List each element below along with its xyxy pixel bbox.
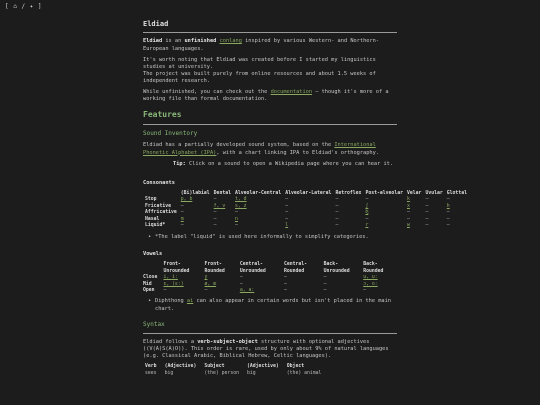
table-cell: — [425, 223, 429, 229]
sound-link[interactable]: s, z [235, 203, 247, 209]
column-header: Uvular [425, 191, 443, 197]
table-cell: — [283, 287, 287, 293]
sound-link[interactable]: ø, œ [204, 281, 217, 287]
intro-paragraph-4 [143, 89, 397, 103]
row-header: Liquid* [145, 223, 166, 229]
table-cell: — [213, 216, 217, 222]
syntax-heading: Syntax [143, 320, 165, 328]
sound-inventory-heading: Sound Inventory [143, 130, 198, 138]
table-cell: — [363, 287, 367, 293]
syntax-paragraph [143, 339, 397, 360]
table-cell: — [335, 210, 339, 216]
sound-link[interactable]: i, iː [163, 275, 178, 281]
table-cell: — [285, 197, 289, 203]
table-cell: — [180, 223, 184, 229]
consonants-table [143, 191, 469, 230]
table-cell: — [365, 197, 369, 203]
table-cell: — [239, 275, 243, 281]
intro-p4-pre: While unfinished, you can check out the [143, 89, 271, 96]
syntax-text: Eldiad follows a [143, 338, 198, 345]
row-header: Close [143, 275, 158, 281]
intro-p4-post: — though it's more of a working file than formal documentation. [143, 89, 389, 103]
vowels-table [143, 262, 397, 294]
table-cell: — [163, 287, 167, 293]
sound-link[interactable]: k [406, 197, 410, 203]
sound-link[interactable]: w [406, 223, 410, 229]
main-content [143, 20, 467, 377]
tip-label: Tip: [173, 160, 186, 167]
intro-paragraph-1 [143, 38, 397, 52]
table-cell: — [213, 223, 217, 229]
syntax-text-post: structure with optional adjectives ((V(A)S(A)O)). This order is rare, used by only about 9% of natural languages (e.g. Classical Arabic, Biblical Hebrew, Celtic languages). [143, 338, 389, 360]
column-header: Retroflex [335, 191, 362, 197]
table-cell: — [285, 210, 289, 216]
row-header: Nasal [145, 216, 160, 222]
column-header: Verb [145, 364, 157, 370]
ipa-link[interactable]: International Phonetic Alphabet (IPA) [143, 142, 376, 156]
sound-link[interactable]: l [285, 223, 289, 229]
column-header: Central-Unrounded [239, 262, 266, 274]
table-cell: — [425, 216, 429, 222]
table-cell: — [365, 216, 369, 222]
sound-link[interactable]: a, aː [239, 287, 255, 293]
sound-link[interactable]: ʃ [365, 203, 369, 209]
table-cell: — [446, 223, 450, 229]
column-header: Dental [213, 191, 231, 197]
sound-link[interactable]: u, uː [363, 275, 378, 281]
column-header: Central-Rounded [283, 262, 308, 274]
table-cell: — [446, 216, 450, 222]
sound-link[interactable]: p, b [180, 197, 193, 203]
table-row [143, 223, 469, 229]
table-cell: — [335, 216, 339, 222]
table-cell: — [425, 203, 429, 209]
intro-rest: inspired by various Western- and Northern-European languages. [143, 38, 380, 52]
table-cell: — [180, 203, 184, 209]
vowels-notes [143, 298, 397, 312]
sound-text: Eldiad has a partially developed sound system, based on the [143, 142, 335, 149]
table-cell: — [235, 223, 238, 229]
row-header: Mid [143, 281, 152, 287]
vowels-label: Vowels [143, 250, 163, 257]
sound-link[interactable]: r [365, 223, 369, 229]
table-cell: — [213, 197, 217, 203]
sound-text-post: , with a chart linking IPA to Eldiad's orthography. [216, 149, 379, 156]
table-cell: — [204, 287, 208, 293]
table-cell: — [335, 223, 339, 229]
top-nav[interactable] [5, 3, 42, 11]
table-cell: — [335, 197, 339, 203]
table-cell: big [164, 370, 174, 376]
sound-link[interactable]: n [235, 216, 238, 222]
table-cell: — [323, 281, 327, 287]
column-header: Post-alveolar [365, 191, 403, 197]
conlang-link[interactable]: conlang [219, 38, 242, 45]
column-header: (Bi)labial [180, 191, 210, 197]
table-cell: — [446, 197, 450, 203]
column-header: Velar [406, 191, 422, 197]
sound-link[interactable]: y [204, 275, 208, 281]
list-item: • *The label "liquid" is used here informally to simplify categories. [143, 234, 397, 241]
intro-bold: unfinished [184, 38, 217, 45]
sound-link[interactable]: m [180, 216, 184, 222]
divider [143, 124, 397, 125]
page-title: Eldiad [143, 20, 169, 28]
table-cell: — [213, 210, 217, 216]
row-header: Stop [145, 197, 157, 203]
syntax-bold: verb-subject-object [197, 338, 258, 345]
table-cell: (the) animal [286, 370, 322, 376]
column-header: Back-Unrounded [323, 262, 350, 274]
column-header: (Adjective) [247, 364, 279, 370]
table-row [143, 288, 397, 294]
row-header: Fricative [145, 203, 171, 209]
table-cell: (the) person [204, 370, 239, 376]
tip-text [173, 161, 397, 168]
table-cell: — [406, 216, 410, 222]
table-cell: big [247, 370, 256, 376]
column-header: Subject [204, 364, 225, 370]
column-header: Front-Unrounded [163, 262, 190, 274]
tip-body: Click on a sound to open a Wikipedia page where you can hear it. [185, 160, 394, 167]
row-header: Open [143, 287, 155, 293]
column-header: (Adjective) [164, 364, 197, 370]
column-header: Glottal [446, 191, 467, 197]
diphthong-link[interactable]: ai [186, 298, 194, 305]
features-heading: Features [143, 109, 182, 119]
sound-link[interactable]: x [406, 203, 410, 209]
sound-link[interactable]: ɛ, (ɛː) [163, 281, 184, 287]
table-cell: — [283, 275, 287, 281]
syntax-table [143, 364, 327, 377]
sound-link[interactable]: t, d [235, 197, 247, 203]
table-cell: — [323, 287, 327, 293]
table-cell: — [235, 210, 238, 216]
table-cell: — [323, 275, 327, 281]
documentation-link[interactable]: documentation [270, 89, 313, 96]
column-header: Object [286, 364, 305, 370]
consonants-label: Consonants [143, 179, 175, 186]
column-header: Front-Rounded [204, 262, 225, 274]
consonants-notes [143, 234, 397, 241]
note-text-post: can also appear in certain words but isn't placed in the main chart. [155, 298, 391, 312]
sound-paragraph [143, 142, 397, 156]
intro-p3: The project was built purely from online resources and about 1.5 weeks of independent research. [143, 71, 376, 85]
table-cell: — [180, 210, 184, 216]
column-header [143, 262, 163, 275]
table-cell: — [283, 281, 287, 287]
table-cell: sees [145, 370, 157, 376]
list-item [143, 298, 397, 312]
table-cell: — [285, 203, 289, 209]
sound-link[interactable]: ʤ [365, 210, 369, 216]
intro-name: Eldiad [143, 38, 163, 45]
sound-link[interactable]: ɔ, oː [363, 281, 378, 287]
table-cell: — [446, 210, 450, 216]
nav-links[interactable]: [ ⌂ / ✦ ] [5, 3, 43, 10]
sound-link[interactable]: f, v [213, 203, 226, 209]
intro-paragraph-2 [143, 57, 397, 86]
divider [143, 32, 397, 33]
table-cell: — [285, 216, 289, 222]
note-text: Diphthong [155, 298, 187, 305]
column-header: Alveolar-Lateral [285, 191, 332, 197]
sound-link[interactable]: h [446, 203, 450, 209]
table-cell: — [335, 203, 339, 209]
column-header: Back-Rounded [363, 262, 384, 274]
column-header: Alveolar-Central [235, 191, 282, 197]
table-cell: — [425, 197, 429, 203]
table-cell: — [239, 281, 243, 287]
row-header: Affricative [145, 210, 177, 216]
intro-p2: It's worth noting that Eldiad was created before I started my linguistics studies at university. [143, 56, 376, 70]
table-cell: — [406, 210, 410, 216]
table-cell: — [425, 210, 429, 216]
divider [143, 333, 397, 334]
intro-text: is an [162, 38, 185, 45]
